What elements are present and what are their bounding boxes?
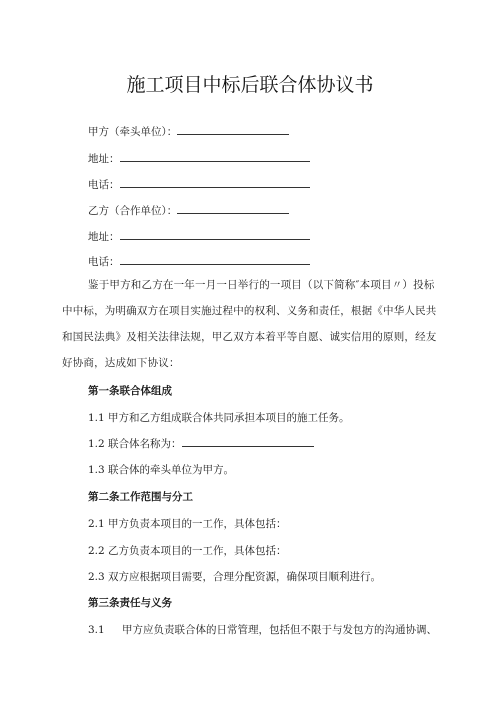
party-b-address-label: 地址： xyxy=(88,231,120,243)
article-2-item-1: 2.1 甲方负责本项目的一工作，具体包括： xyxy=(88,518,287,530)
party-a-phone-label: 电话： xyxy=(88,179,120,191)
party-a-phone-blank[interactable] xyxy=(120,178,310,188)
party-a-blank[interactable] xyxy=(177,125,289,135)
article-3-heading: 第三条责任与义务 xyxy=(88,597,172,609)
intro-paragraph: 鉴于甲方和乙方在一年一月一日举行的一项目（以下简称″本项目〃）投标中中标，为明确双方在项目实施过程中的权利、义务和责任，根据《中华人民共和国民法典》及相关法律法规，甲乙双方本着平等自愿、诚实信用的原则，经友好协商，达成如下协议： xyxy=(62,279,437,369)
party-b-label: 乙方（合作单位）： xyxy=(88,205,178,217)
party-b-phone-blank[interactable] xyxy=(120,255,310,265)
party-b-address-field xyxy=(88,229,310,244)
party-a-label: 甲方（牵头单位）： xyxy=(88,126,178,138)
article-2-item-2: 2.2 乙方负责本项目的一工作，具体包括： xyxy=(88,545,287,557)
party-a-address-label: 地址： xyxy=(88,153,120,165)
article-1-item-1: 1.1 甲方和乙方组成联合体共同承担本项目的施工任务。 xyxy=(88,412,350,424)
party-b-blank[interactable] xyxy=(177,204,289,214)
article-1-item-2-text: 1.2 联合体名称为： xyxy=(88,438,182,450)
consortium-name-blank[interactable] xyxy=(182,437,314,447)
party-a-address-blank[interactable] xyxy=(120,152,310,162)
party-b-address-blank[interactable] xyxy=(120,230,310,240)
party-a-address-field xyxy=(88,151,310,166)
article-3-item-1 xyxy=(88,622,437,637)
article-1-item-3: 1.3 联合体的牵头单位为甲方。 xyxy=(88,464,235,476)
article-1-heading: 第一条联合体组成 xyxy=(88,385,172,397)
party-b-field xyxy=(88,203,289,218)
document-title: 施工项目中标后联合体协议书 xyxy=(126,74,374,96)
article-1-item-2 xyxy=(88,436,314,451)
article-3-item-1-text: 甲方应负责联合体的日常管理，包括但不限于与发包方的沟通协调、 xyxy=(122,624,437,636)
article-3-item-1-number: 3.1 xyxy=(88,624,105,636)
party-b-phone-field xyxy=(88,254,310,269)
party-a-phone-field xyxy=(88,177,310,192)
article-2-item-3: 2.3 双方应根据项目需要，合理分配资源，确保项目顺利进行。 xyxy=(88,571,382,583)
party-a-field xyxy=(88,124,289,139)
party-b-phone-label: 电话： xyxy=(88,256,120,268)
article-2-heading: 第二条工作范围与分工 xyxy=(88,491,193,503)
